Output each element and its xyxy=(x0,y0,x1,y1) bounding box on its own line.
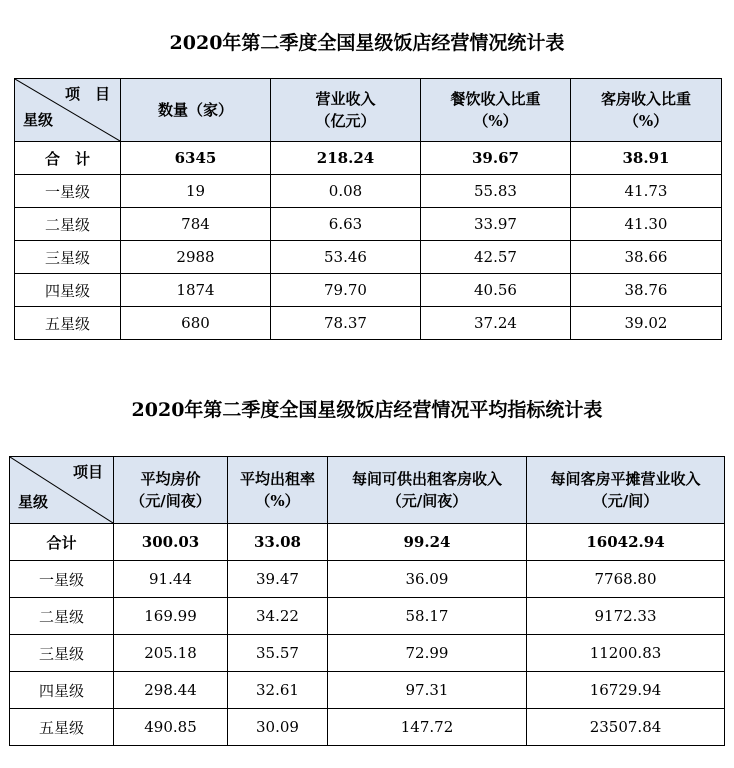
value-cell: 16729.94 xyxy=(527,672,725,709)
table-row xyxy=(15,208,722,241)
header-unit: （%） xyxy=(623,112,669,130)
value-cell: 41.30 xyxy=(571,208,722,241)
corner-label-star-level: 星级 xyxy=(23,111,54,129)
value-cell: 147.72 xyxy=(328,709,527,746)
value-cell: 298.44 xyxy=(114,672,228,709)
value-cell: 37.24 xyxy=(421,307,571,340)
table2-header-cell xyxy=(328,457,527,524)
row-label-cell: 五星级 xyxy=(10,709,114,746)
row-label-cell: 三星级 xyxy=(15,241,121,274)
table-row xyxy=(15,241,722,274)
value-cell: 30.09 xyxy=(228,709,328,746)
row-label-cell: 二星级 xyxy=(15,208,121,241)
value-cell: 42.57 xyxy=(421,241,571,274)
value-cell: 300.03 xyxy=(114,524,228,561)
value-cell: 39.47 xyxy=(228,561,328,598)
table2-header-row xyxy=(10,457,725,524)
corner-label-star-level: 星级 xyxy=(18,493,49,511)
row-label-cell: 合 计 xyxy=(15,142,121,175)
row-label-cell: 四星级 xyxy=(10,672,114,709)
value-cell: 39.02 xyxy=(571,307,722,340)
table2-header-cell xyxy=(114,457,228,524)
value-cell: 38.91 xyxy=(571,142,722,175)
table-row xyxy=(10,598,725,635)
header-unit: （元/间） xyxy=(592,492,659,510)
table2-title: 2020年第二季度全国星级饭店经营情况平均指标统计表 xyxy=(131,399,603,421)
table1-header-cell xyxy=(571,79,722,142)
value-cell: 35.57 xyxy=(228,635,328,672)
value-cell: 72.99 xyxy=(328,635,527,672)
header-unit: （元/间夜） xyxy=(386,492,468,510)
value-cell: 38.76 xyxy=(571,274,722,307)
value-cell: 169.99 xyxy=(114,598,228,635)
table2-header-cell xyxy=(527,457,725,524)
value-cell: 33.08 xyxy=(228,524,328,561)
row-label-cell: 一星级 xyxy=(15,175,121,208)
table-row xyxy=(10,672,725,709)
value-cell: 79.70 xyxy=(271,274,421,307)
table-row xyxy=(10,561,725,598)
value-cell: 78.37 xyxy=(271,307,421,340)
value-cell: 40.56 xyxy=(421,274,571,307)
value-cell: 58.17 xyxy=(328,598,527,635)
value-cell: 490.85 xyxy=(114,709,228,746)
header-line: 营业收入 xyxy=(315,90,376,108)
value-cell: 34.22 xyxy=(228,598,328,635)
header-unit: （亿元） xyxy=(315,112,376,130)
header-line: 数量（家） xyxy=(157,101,233,119)
header-line: 平均出租率 xyxy=(239,470,315,488)
table1-header-cell xyxy=(271,79,421,142)
row-label-cell: 合计 xyxy=(10,524,114,561)
value-cell: 38.66 xyxy=(571,241,722,274)
table-row xyxy=(10,709,725,746)
header-line: 每间客房平摊营业收入 xyxy=(550,470,701,488)
value-cell: 33.97 xyxy=(421,208,571,241)
corner-label-item: 项目 xyxy=(72,463,103,481)
value-cell: 97.31 xyxy=(328,672,527,709)
value-cell: 39.67 xyxy=(421,142,571,175)
hotel-average-indicators-table xyxy=(9,456,725,746)
hotel-operations-table xyxy=(14,78,722,340)
value-cell: 2988 xyxy=(121,241,271,274)
value-cell: 99.24 xyxy=(328,524,527,561)
total-row xyxy=(15,142,722,175)
header-line: 每间可供出租客房收入 xyxy=(351,470,502,488)
table1-header-row xyxy=(15,79,722,142)
row-label-cell: 二星级 xyxy=(10,598,114,635)
value-cell: 36.09 xyxy=(328,561,527,598)
row-label-cell: 三星级 xyxy=(10,635,114,672)
value-cell: 6.63 xyxy=(271,208,421,241)
header-line: 客房收入比重 xyxy=(600,90,691,108)
table2-header-cell xyxy=(228,457,328,524)
value-cell: 7768.80 xyxy=(527,561,725,598)
header-unit: （%） xyxy=(473,112,518,130)
value-cell: 680 xyxy=(121,307,271,340)
value-cell: 784 xyxy=(121,208,271,241)
value-cell: 53.46 xyxy=(271,241,421,274)
header-line: 平均房价 xyxy=(140,470,201,488)
value-cell: 19 xyxy=(121,175,271,208)
table-row xyxy=(15,274,722,307)
total-row xyxy=(10,524,725,561)
table1-header-cell xyxy=(121,79,271,142)
value-cell: 0.08 xyxy=(271,175,421,208)
row-label-cell: 一星级 xyxy=(10,561,114,598)
value-cell: 91.44 xyxy=(114,561,228,598)
value-cell: 16042.94 xyxy=(527,524,725,561)
table-row xyxy=(15,307,722,340)
row-label-cell: 五星级 xyxy=(15,307,121,340)
value-cell: 6345 xyxy=(121,142,271,175)
header-line: 餐饮收入比重 xyxy=(450,90,541,108)
table1-corner-header xyxy=(15,79,121,142)
table-row xyxy=(15,175,722,208)
table-row xyxy=(10,635,725,672)
value-cell: 23507.84 xyxy=(527,709,725,746)
value-cell: 1874 xyxy=(121,274,271,307)
value-cell: 11200.83 xyxy=(527,635,725,672)
value-cell: 9172.33 xyxy=(527,598,725,635)
row-label-cell: 四星级 xyxy=(15,274,121,307)
value-cell: 205.18 xyxy=(114,635,228,672)
corner-label-item: 项 目 xyxy=(64,85,110,103)
value-cell: 41.73 xyxy=(571,175,722,208)
table2-corner-header xyxy=(10,457,114,524)
header-unit: （%） xyxy=(255,492,300,510)
value-cell: 218.24 xyxy=(271,142,421,175)
header-unit: （元/间夜） xyxy=(130,492,211,510)
value-cell: 55.83 xyxy=(421,175,571,208)
table1-header-cell xyxy=(421,79,571,142)
value-cell: 32.61 xyxy=(228,672,328,709)
table1-title: 2020年第二季度全国星级饭店经营情况统计表 xyxy=(169,32,565,54)
